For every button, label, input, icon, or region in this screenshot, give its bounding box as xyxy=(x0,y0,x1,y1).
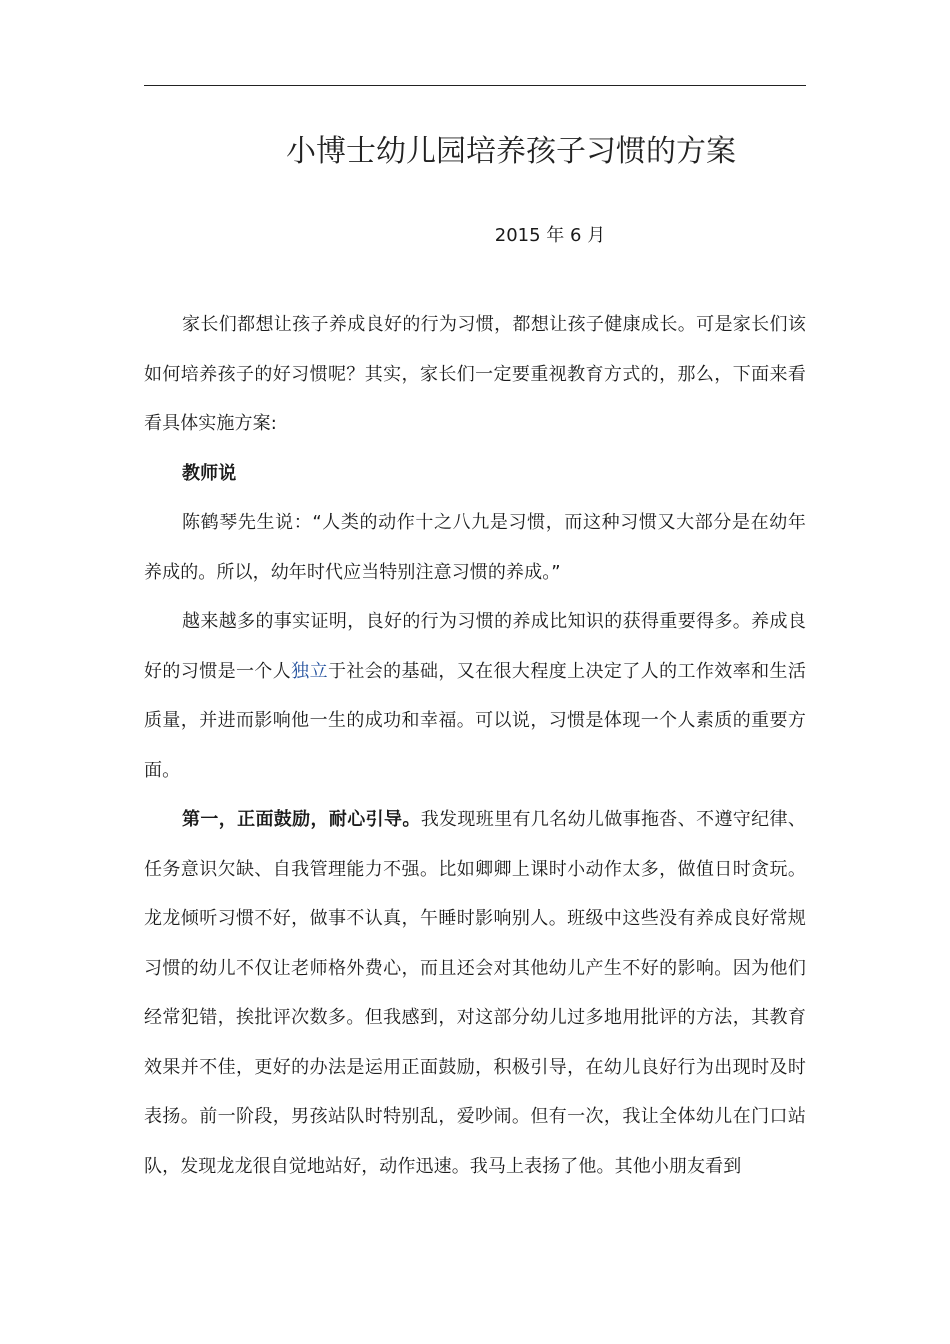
document-date: 2015 年 6 月 xyxy=(494,225,606,246)
point-one-heading: 第一，正面鼓励，耐心引导。 xyxy=(182,809,421,830)
document-body xyxy=(144,300,806,1191)
point-one-paragraph xyxy=(144,795,806,1191)
importance-text-start: 越来越多的事实证明，良好的行为习惯的养成比知识的获得重要得多。养成良好的习惯是一个人 xyxy=(144,611,806,682)
point-one-text: 我发现班里有几名幼儿做事拖沓、不遵守纪律、任务意识欠缺、自我管理能力不强。比如卿卿上课时小动作太多，做值日时贪玩。龙龙倾听习惯不好，做事不认真，午睡时影响别人。班级中这些没有养成良好常规习惯的幼儿不仅让老师格外费心，而且还会对其他幼儿产生不好的影响。因为他们经常犯错，挨批评次数多。但我感到，对这部分幼儿过多地用批评的方法，其教育效果并不佳，更好的办法是运用正面鼓励，积极引导，在幼儿良好行为出现时及时表扬。前一阶段，男孩站队时特别乱，爱吵闹。但有一次，我让全体幼儿在门口站队，发现龙龙很自觉地站好，动作迅速。我马上表扬了他。其他小朋友看到 xyxy=(144,809,806,1177)
importance-paragraph xyxy=(144,597,806,795)
intro-paragraph: 家长们都想让孩子养成良好的行为习惯，都想让孩子健康成长。可是家长们该如何培养孩子的好习惯呢？其实，家长们一定要重视教育方式的，那么，下面来看看具体实施方案: xyxy=(144,314,806,434)
quote-paragraph: 陈鹤琴先生说：“人类的动作十之八九是习惯，而这种习惯又大部分是在幼年养成的。所以，幼年时代应当特别注意习惯的养成。” xyxy=(144,512,806,583)
importance-text-end: 于社会的基础，又在很大程度上决定了人的工作效率和生活质量，并进而影响他一生的成功和幸福。可以说，习惯是体现一个人素质的重要方面。 xyxy=(144,660,806,781)
independence-link[interactable]: 独立 xyxy=(291,660,328,682)
document-title: 小博士幼儿园培养孩子习惯的方案 xyxy=(286,134,736,169)
section-heading: 教师说 xyxy=(182,462,237,484)
header-rule xyxy=(144,85,806,86)
